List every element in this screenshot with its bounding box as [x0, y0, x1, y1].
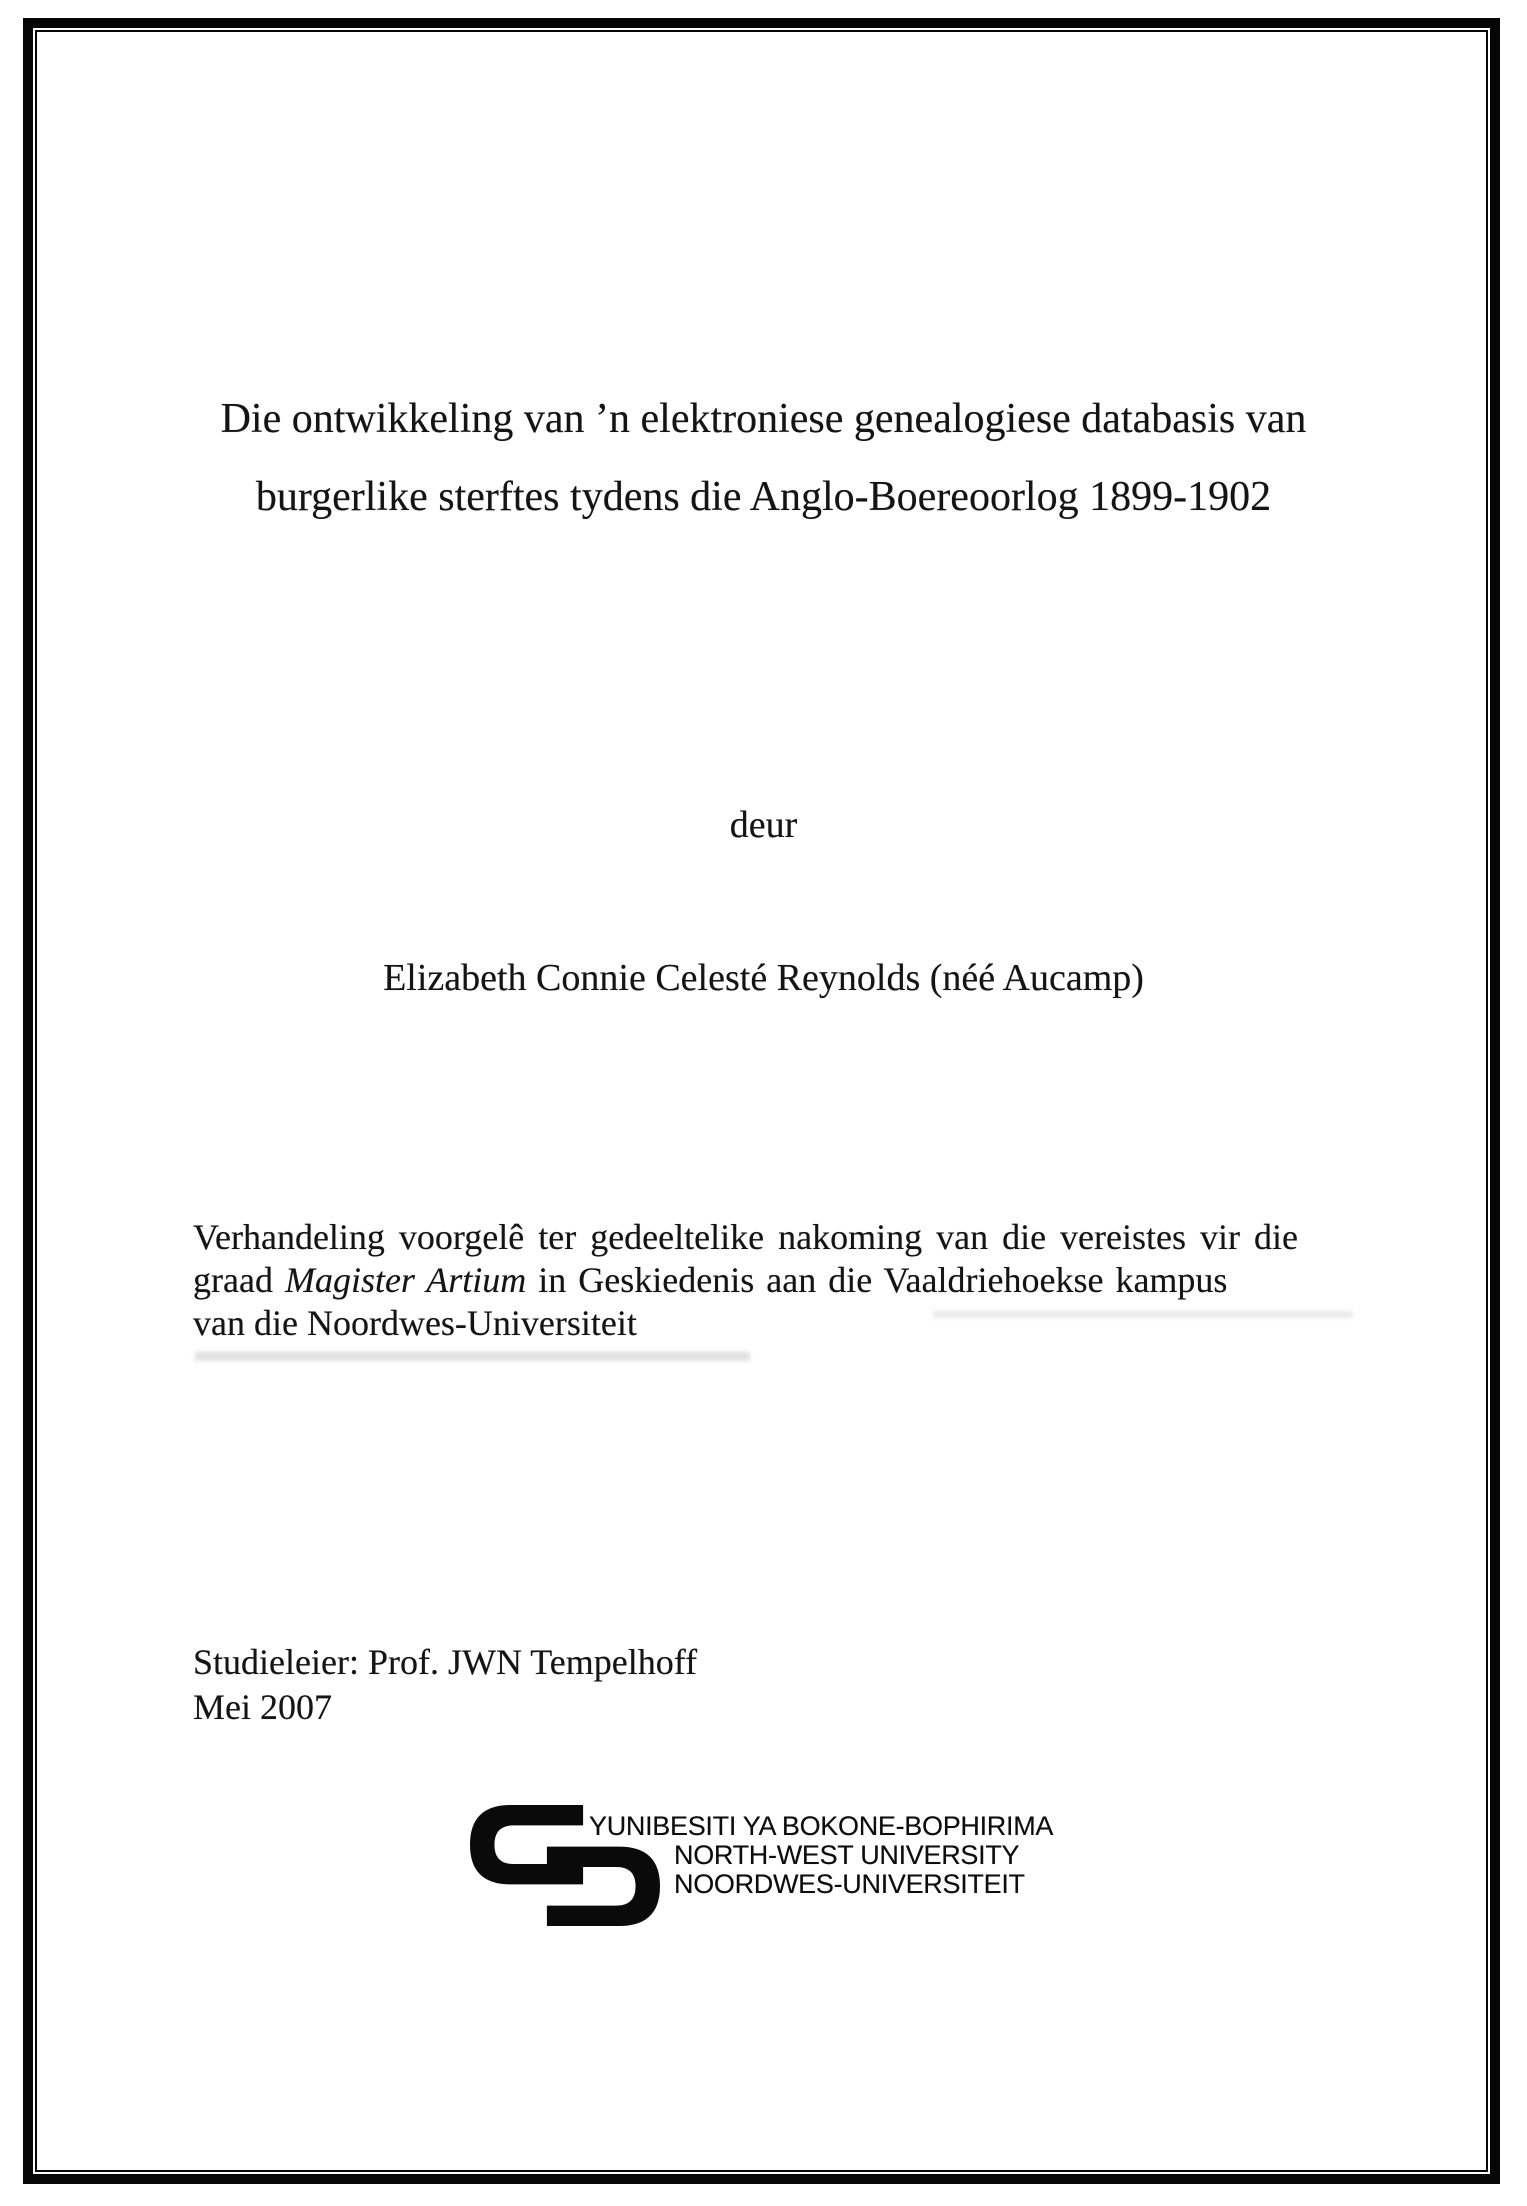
- degree-statement: [193, 1216, 1353, 1345]
- date-line: Mei 2007: [193, 1687, 332, 1727]
- logo-line-english: NORTH-WEST UNIVERSITY: [674, 1840, 1020, 1870]
- university-logo-text: [589, 1812, 1053, 1899]
- thesis-title: [0, 380, 1527, 536]
- scan-smudge-2: [933, 1311, 1353, 1318]
- author-name: Elizabeth Connie Celesté Reynolds (néé Aucamp): [383, 957, 1144, 999]
- supervisor-block: [193, 1640, 697, 1730]
- degree-statement-line2-suffix: in Geskiedenis aan die Vaaldriehoekse kampus: [526, 1260, 1228, 1300]
- degree-statement-line2-prefix: graad: [193, 1260, 285, 1300]
- thesis-title-line2: burgerlike sterftes tydens die Anglo-Boereoorlog 1899-1902: [255, 474, 1272, 520]
- supervisor-line: Studieleier: Prof. JWN Tempelhoff: [193, 1642, 698, 1682]
- logo-line-setswana: YUNIBESITI YA BOKONE-BOPHIRIMA: [589, 1811, 1054, 1841]
- degree-statement-line1: Verhandeling voorgelê ter gedeeltelike nakoming van die vereistes vir die: [193, 1217, 1298, 1257]
- university-logo: [470, 1805, 1190, 1930]
- degree-statement-line3: van die Noordwes-Universiteit: [193, 1303, 637, 1343]
- degree-statement-line2: [193, 1259, 1353, 1302]
- byline-word: deur: [729, 804, 798, 846]
- scan-smudge: [195, 1352, 750, 1361]
- degree-name-italic: Magister Artium: [284, 1260, 527, 1300]
- thesis-title-line1: Die ontwikkeling van ’n elektroniese genealogiese databasis van: [220, 396, 1307, 442]
- logo-line-afrikaans: NOORDWES-UNIVERSITEIT: [674, 1869, 1025, 1899]
